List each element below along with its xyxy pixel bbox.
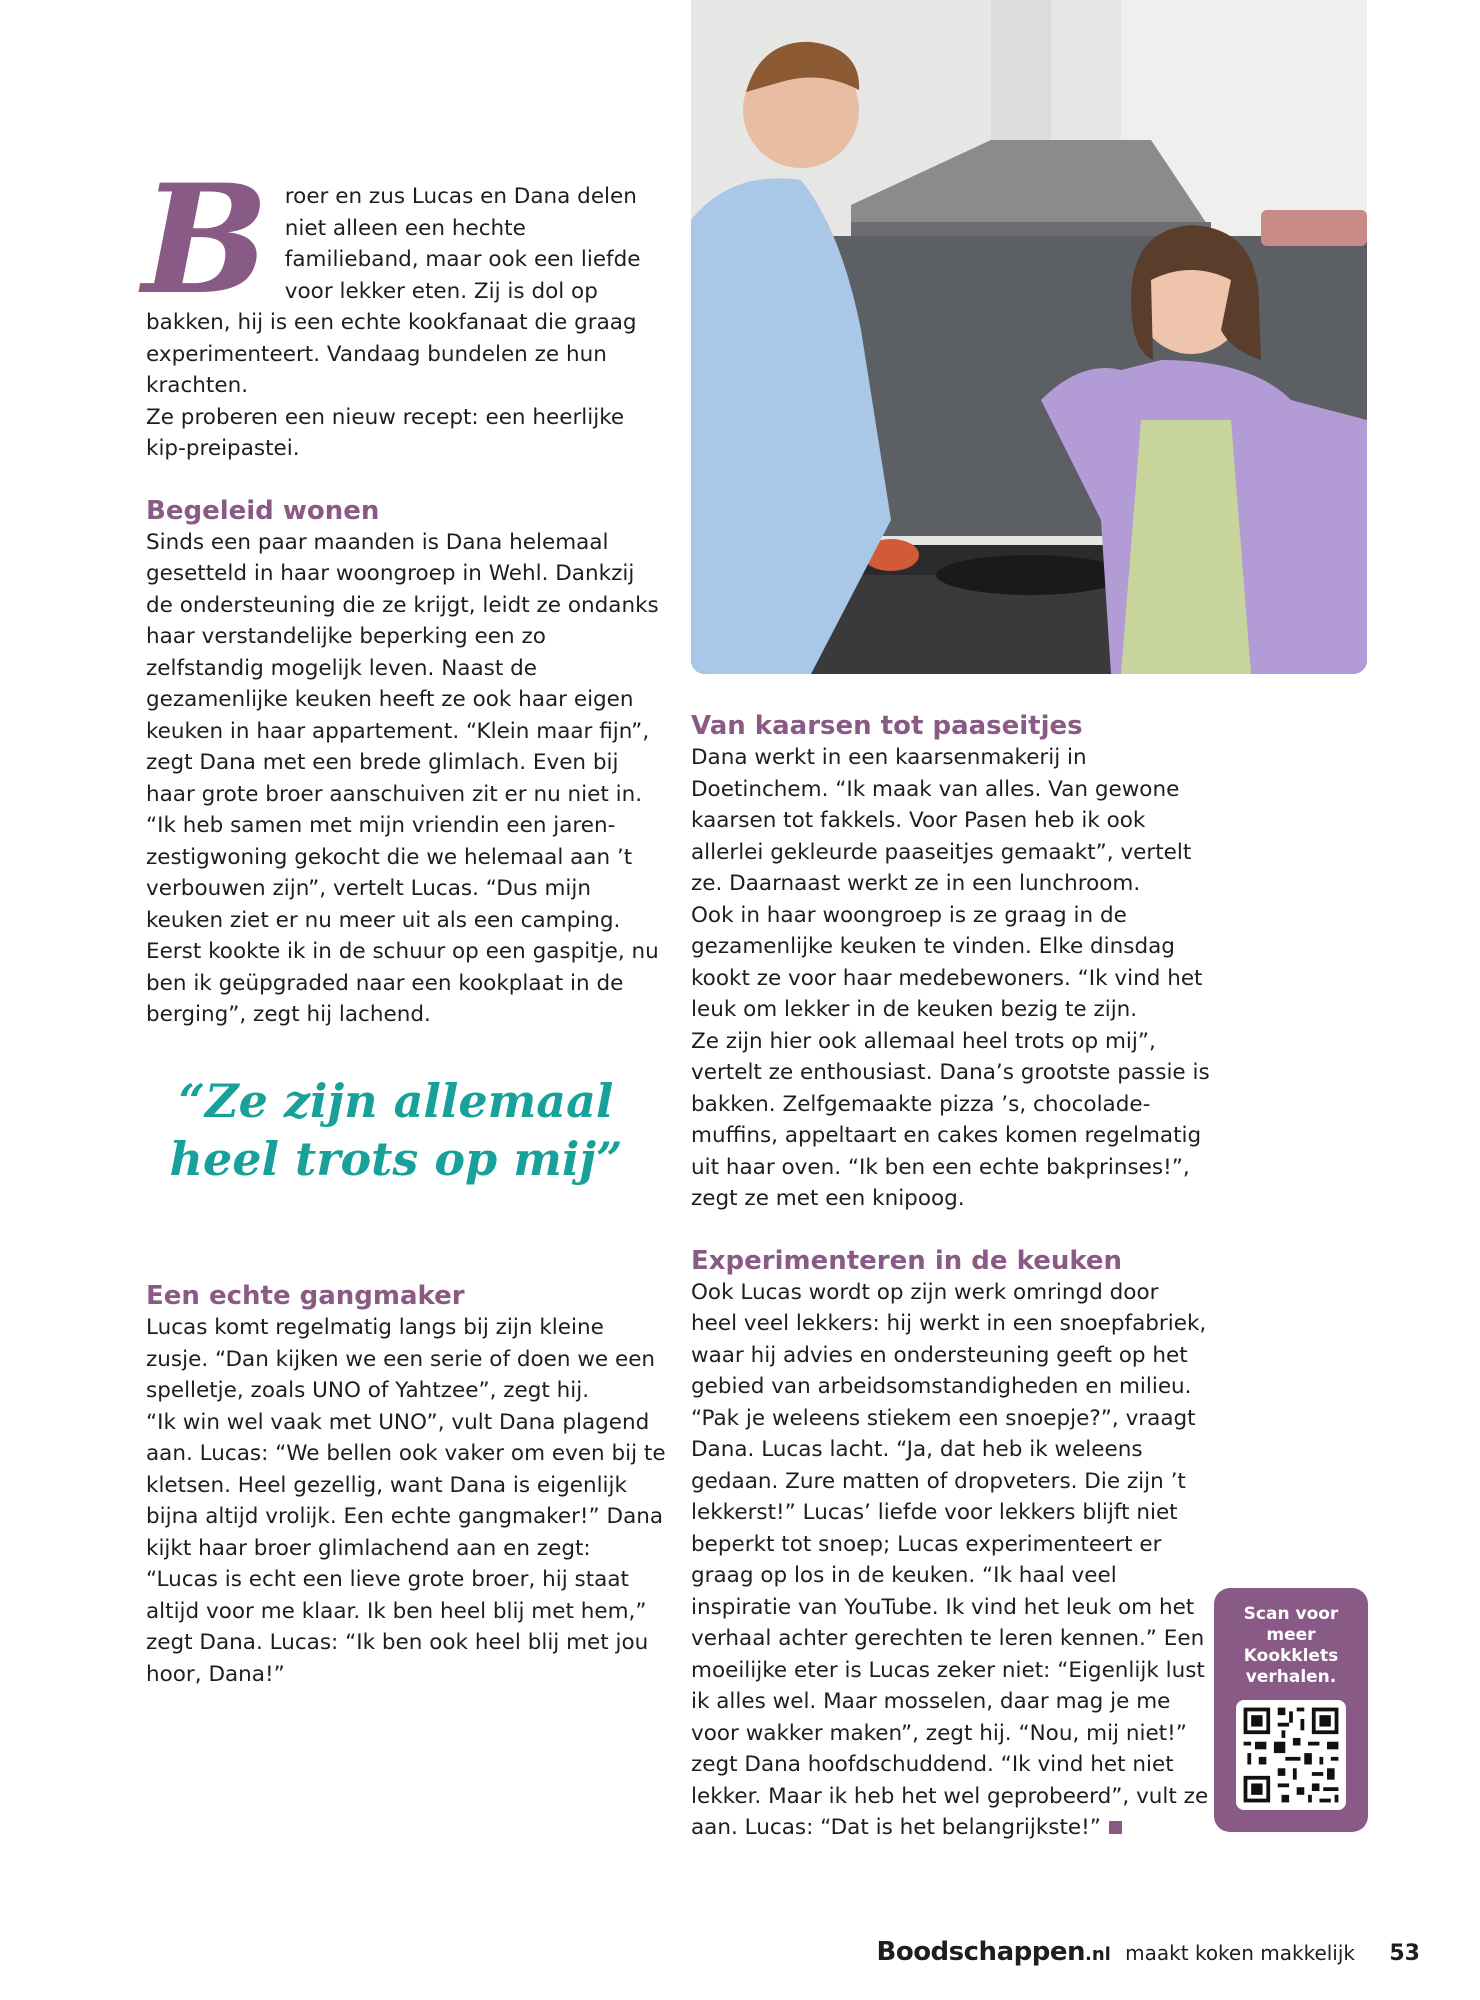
end-mark-icon bbox=[1109, 1821, 1122, 1834]
page-number: 53 bbox=[1389, 1941, 1420, 1966]
brand-tld: .nl bbox=[1084, 1944, 1111, 1965]
left-column-lower bbox=[146, 1280, 666, 1690]
qr-code-icon[interactable] bbox=[1236, 1700, 1346, 1810]
paragraph-begeleid-wonen: Sinds een paar maanden is Dana helemaal gesetteld in haar woongroep in Wehl. Dankzij de ondersteuning die ze krijgt, leidt ze ondanks haar verstandelijke beperking een zo zelfstandig mogelijk leven. Naast de gezamenlijke keuken heeft ze ook haar eigen keuken in haar appartement. “Klein maar fijn”, zegt Dana met een brede glimlach. Even bij haar grote broer aanschuiven zit er nu niet in. “Ik heb samen met mijn vriendin een jaren-zestigwoning gekocht die we helemaal aan ’t verbouwen zijn”, vertelt Lucas. “Dus mijn keuken ziet er nu meer uit als een camping. Eerst kookte ik in de schuur op een gaspitje, nu ben ik geüpgraded naar een kookplaat in de berging”, zegt hij lachend. bbox=[146, 529, 659, 1027]
page-footer bbox=[877, 1937, 1420, 1967]
qr-code-pattern bbox=[1236, 1700, 1346, 1810]
paragraph-experimenteren-text: Ook Lucas wordt op zijn werk omringd door heel veel lekkers: hij werkt in een snoepfabriek, waar hij advies en ondersteuning geeft op het gebied van arbeidsomstandigheden en milieu. “Pak je weleens stiekem een snoepje?”, vraagt Dana. Lucas lacht. “Ja, dat heb ik weleens gedaan. Zure matten of dropveters. Die zijn ’t lekkerst!” Lucas’ liefde voor lekkers blijft niet beperkt tot snoep; Lucas experimenteert er graag op los in de keuken. “Ik haal veel inspiratie van YouTube. Ik vind het leuk om het verhaal achter gerechten te leren kennen.” Een moeilijke eter is Lucas zeker niet: “Eigenlijk lust ik alles wel. Maar mosselen, daar mag je me voor wakker maken”, zegt hij. “Nou, mij niet!” zegt Dana hoofdschuddend. “Ik vind het niet lekker. Maar ik heb het wel geprobeerd”, vult ze aan. Lucas: “Dat is het belangrijkste!” bbox=[691, 1279, 1209, 1840]
heading-kaarsen: Van kaarsen tot paaseitjes bbox=[691, 711, 1083, 741]
qr-promo-text: Scan voor meer Kookklets verhalen. bbox=[1243, 1604, 1339, 1687]
heading-experimenteren: Experimenteren in de keuken bbox=[691, 1245, 1123, 1276]
paragraph-experimenteren bbox=[691, 1277, 1211, 1844]
middle-column bbox=[691, 710, 1211, 1844]
qr-promo-box[interactable] bbox=[1214, 1588, 1368, 1832]
kitchen-photo-illustration bbox=[691, 0, 1367, 674]
heading-gangmaker: Een echte gangmaker bbox=[146, 1281, 465, 1311]
left-column bbox=[142, 152, 666, 1031]
brand-tagline: maakt koken makkelijk bbox=[1125, 1941, 1356, 1965]
drop-cap: B bbox=[142, 152, 269, 328]
heading-begeleid-wonen: Begeleid wonen bbox=[146, 495, 380, 526]
paragraph-kaarsen: Dana werkt in een kaarsenmakerij in Doetinchem. “Ik maak van alles. Van gewone kaarsen tot fakkels. Voor Pasen heb ik ook allerlei gekleurde paaseitjes gemaakt”, vertelt ze. Daarnaast werkt ze in een lunchroom. Ook in haar woongroep is ze graag in de gezamenlijke keuken te vinden. Elke dinsdag kookt ze voor haar medebewoners. “Ik vind het leuk om lekker in de keuken bezig te zijn. Ze zijn hier ook allemaal heel trots op mij”, vertelt ze enthousiast. Dana’s grootste passie is bakken. Zelfgemaakte pizza ’s, chocolade-muffins, appeltaart en cakes komen regelmatig uit haar oven. “Ik ben een echte bakprinses!”, zegt ze met een knipoog. bbox=[691, 745, 1210, 1211]
pull-quote: “Ze zijn allemaal heel trots op mij” bbox=[169, 1074, 623, 1186]
paragraph-gangmaker: Lucas komt regelmatig langs bij zijn kleine zusje. “Dan kijken we een serie of doen we een spelletje, zoals UNO of Yahtzee”, zegt hij. “Ik win wel vaak met UNO”, vult Dana plagend aan. Lucas: “We bellen ook vaker om even bij te kletsen. Heel gezellig, want Dana is eigenlijk bijna altijd vrolijk. Een echte gangmaker!” Dana kijkt haar broer glimlachend aan en zegt: “Lucas is echt een lieve grote broer, hij staat altijd voor me klaar. Ik ben heel blij met hem,” zegt Dana. Lucas: “Ik ben ook heel blij met jou hoor, Dana!” bbox=[146, 1315, 666, 1687]
brand-logo: Boodschappen bbox=[876, 1937, 1085, 1967]
kitchen-photo bbox=[691, 0, 1367, 674]
intro-paragraph: roer en zus Lucas en Dana delen niet alleen een hechte familieband, maar ook een liefde voor lekker eten. Zij is dol op bakken, hij is een echte kookfanaat die graag experimenteert. Vandaag bundelen ze hun krachten. Ze proberen een nieuw recept: een heerlijke kip-preipastei. bbox=[146, 184, 641, 461]
